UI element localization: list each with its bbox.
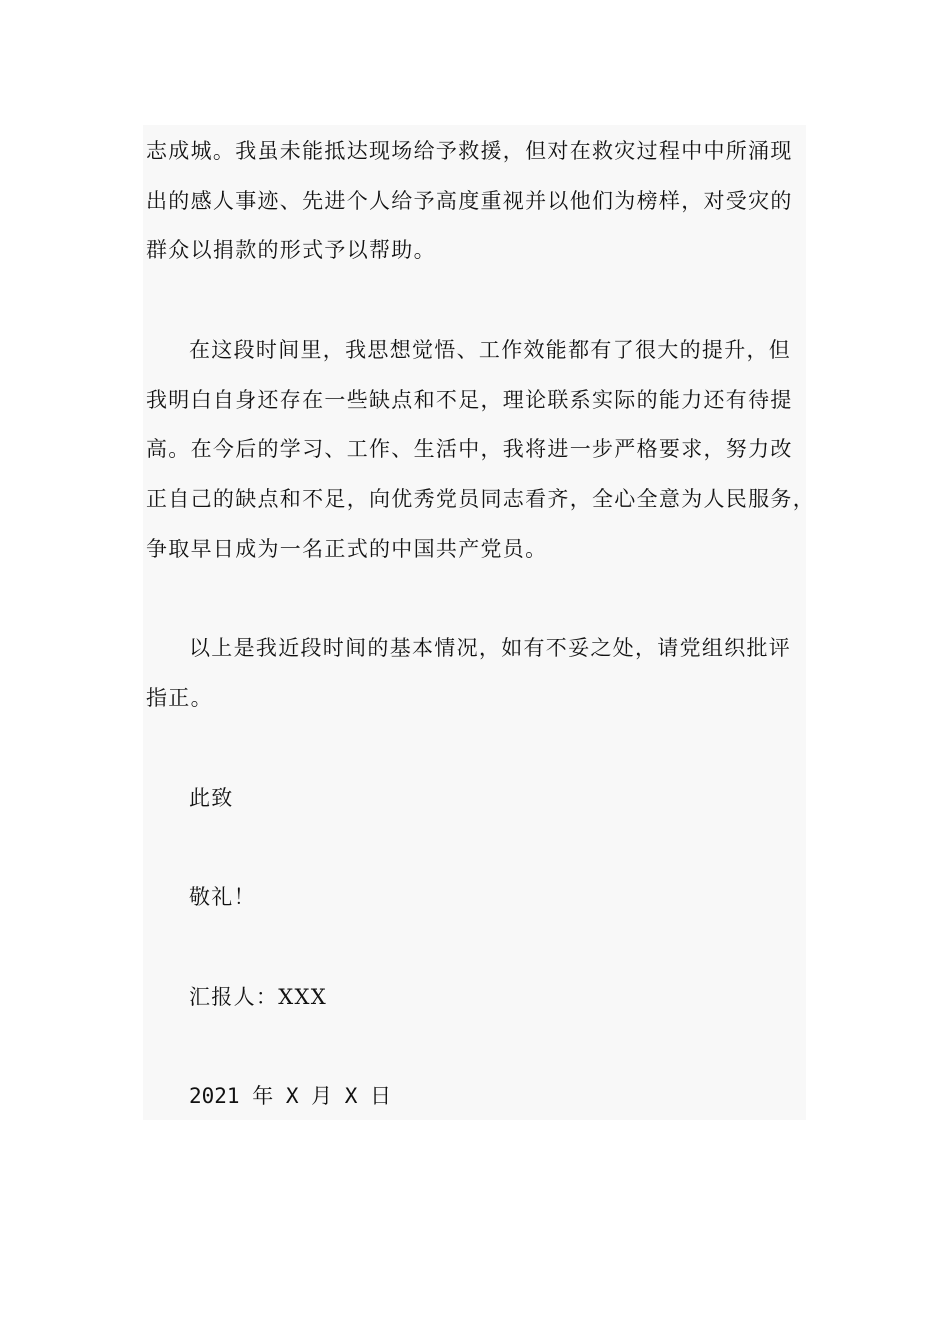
paragraph-line: 以上是我近段时间的基本情况，如有不妥之处，请党组织批评 bbox=[189, 636, 792, 660]
paragraph-line: 正自己的缺点和不足，向优秀党员同志看齐，全心全意为人民服务， bbox=[146, 487, 815, 511]
paragraph-line: 争取早日成为一名正式的中国共产党员。 bbox=[146, 537, 548, 561]
paragraph-line: 高。在今后的学习、工作、生活中，我将进一步严格要求，努力改 bbox=[146, 437, 793, 461]
salutation: 此致 bbox=[189, 786, 234, 810]
paragraph-line: 群众以捐款的形式予以帮助。 bbox=[146, 238, 436, 262]
paragraph-line: 志成城。我虽未能抵达现场给予救援，但对在救灾过程中中所涌现 bbox=[146, 139, 793, 163]
text-background bbox=[143, 125, 806, 1120]
paragraph-line: 出的感人事迹、先进个人给予高度重视并以他们为榜样，对受灾的 bbox=[146, 189, 793, 213]
reporter-signature: 汇报人：XXX bbox=[189, 985, 327, 1009]
regards: 敬礼！ bbox=[189, 885, 256, 909]
paragraph-line: 我明白自身还存在一些缺点和不足，理论联系实际的能力还有待提 bbox=[146, 388, 793, 412]
paragraph-line: 指正。 bbox=[146, 686, 213, 710]
paragraph-line: 在这段时间里，我思想觉悟、工作效能都有了很大的提升，但 bbox=[189, 338, 792, 362]
report-date: 2021 年 X 月 X 日 bbox=[189, 1084, 392, 1108]
